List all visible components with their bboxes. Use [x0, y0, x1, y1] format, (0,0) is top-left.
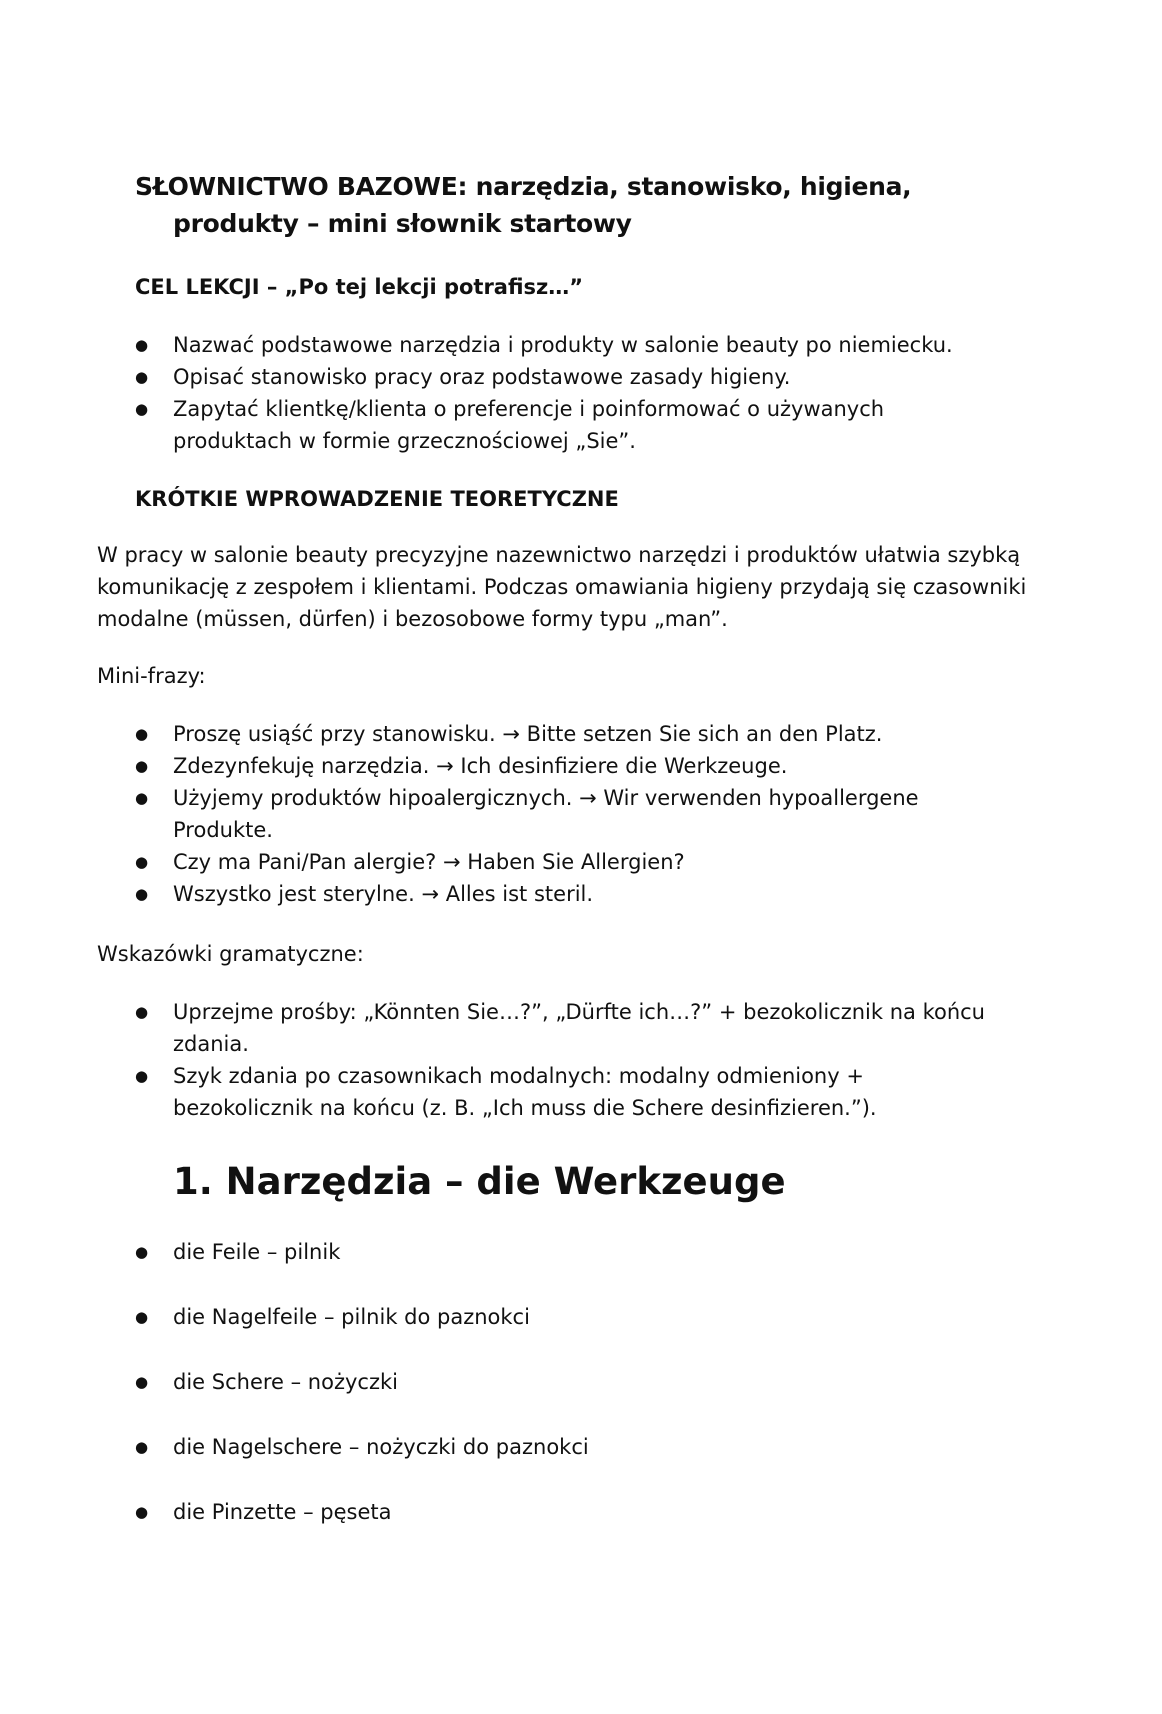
list-item: ● Czy ma Pani/Pan alergie? → Haben Sie Allergien? — [135, 846, 1035, 878]
list-item: ● Szyk zdania po czasownikach modalnych: modalny odmieniony + bezokolicznik na końcu (z. B. „Ich muss die Schere desinfizieren.”). — [135, 1060, 983, 1124]
tools-list — [135, 1236, 1035, 1561]
grammar-list — [135, 996, 1035, 1124]
list-item: ● Zdezynfekuję narzędzia. → Ich desinfiziere die Werkzeuge. — [135, 750, 1035, 782]
phrases-list — [135, 718, 1035, 910]
list-item: ● Użyjemy produktów hipoalergicznych. → Wir verwenden hypoallergene Produkte. — [135, 782, 993, 846]
goals-list — [135, 329, 1035, 457]
document-title — [135, 168, 1035, 242]
list-item: ● die Nagelfeile – pilnik do paznokci — [135, 1301, 1035, 1333]
intro-paragraph: W pracy w salonie beauty precyzyjne nazewnictwo narzędzi i produktów ułatwia szybką komunikację z zespołem i klientami. Podczas omawiania higieny przydają się czasowniki modalne (müssen, dürfen) i bezosobowe formy typu „man”. — [97, 543, 1027, 631]
list-item: ● die Nagelschere – nożyczki do paznokci — [135, 1431, 1035, 1463]
list-item: ● Nazwać podstawowe narzędzia i produkty w salonie beauty po niemiecku. — [135, 329, 1035, 361]
list-item: ● die Pinzette – pęseta — [135, 1496, 1035, 1528]
title-line-2: produkty – mini słownik startowy — [173, 209, 632, 238]
list-item: ● die Schere – nożyczki — [135, 1366, 1035, 1398]
list-item: ● Opisać stanowisko pracy oraz podstawowe zasady higieny. — [135, 361, 1035, 393]
list-item: ● Wszystko jest sterylne. → Alles ist steril. — [135, 878, 1035, 910]
goal-heading: CEL LEKCJI – „Po tej lekcji potrafisz…” — [135, 275, 584, 299]
section-1-heading: 1. Narzędzia – die Werkzeuge — [173, 1160, 786, 1203]
title-line-1: SŁOWNICTWO BAZOWE: narzędzia, stanowisko, higiena, — [135, 172, 912, 201]
list-item: ● Uprzejme prośby: „Könnten Sie…?”, „Dürfte ich…?” + bezokolicznik na końcu zdania. — [135, 996, 1053, 1060]
intro-heading: KRÓTKIE WPROWADZENIE TEORETYCZNE — [135, 487, 619, 511]
list-item: ● Proszę usiąść przy stanowisku. → Bitte setzen Sie sich an den Platz. — [135, 718, 1035, 750]
list-item: ● die Feile – pilnik — [135, 1236, 1035, 1268]
grammar-label: Wskazówki gramatyczne: — [97, 942, 364, 966]
phrases-label: Mini-frazy: — [97, 664, 206, 688]
list-item: ● Zapytać klientkę/klienta o preferencje i poinformować o używanych produktach w formie grzecznościowej „Sie”. — [135, 393, 963, 457]
